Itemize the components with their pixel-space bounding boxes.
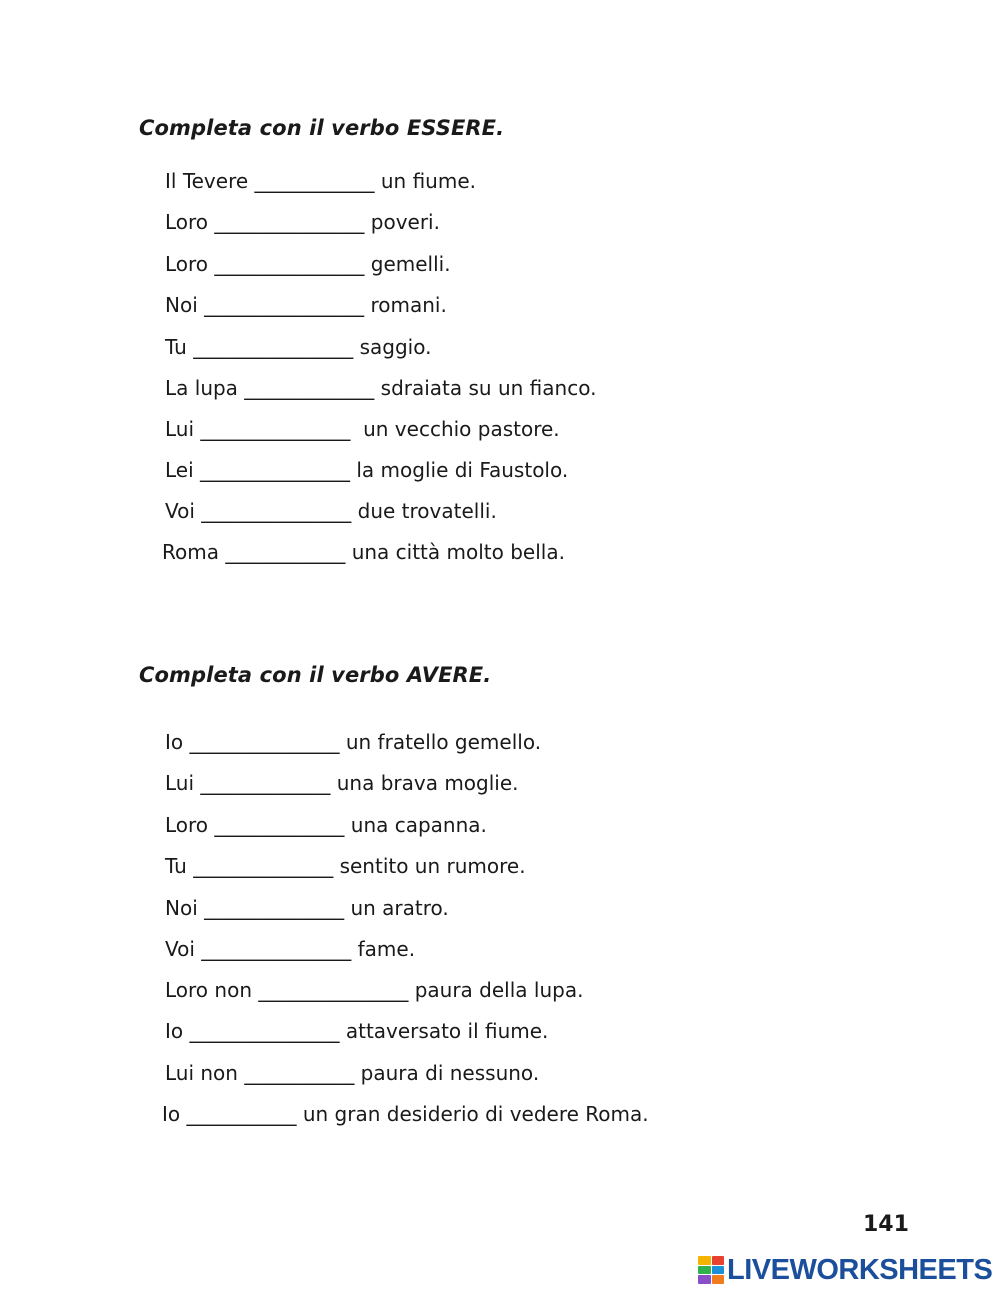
item-text: Lui _______________ un vecchio pastore. xyxy=(165,417,560,441)
item-text: Lui _____________ una brava moglie. xyxy=(165,771,519,795)
item-text: Io _______________ attaversato il fiume. xyxy=(165,1019,549,1043)
logo-tile xyxy=(712,1275,725,1284)
item-text: Noi ______________ un aratro. xyxy=(165,896,449,920)
item-text: Il Tevere ____________ un fiume. xyxy=(165,169,477,193)
section-2-title: Completa con il verbo AVERE. xyxy=(139,663,492,687)
item-text: Voi _______________ fame. xyxy=(165,937,416,961)
logo-tile xyxy=(698,1275,711,1284)
item-text: Voi _______________ due trovatelli. xyxy=(165,499,497,523)
logo-tile xyxy=(712,1256,725,1265)
liveworksheets-logo-icon xyxy=(698,1256,724,1284)
item-text: Tu ________________ saggio. xyxy=(165,335,432,359)
item-text: Loro non _______________ paura della lupa. xyxy=(165,978,584,1002)
item-text: Loro _______________ gemelli. xyxy=(165,252,451,276)
item-text: Tu ______________ sentito un rumore. xyxy=(165,854,526,878)
item-text: Io ___________ un gran desiderio di vedere Roma. xyxy=(162,1102,649,1126)
item-text: Noi ________________ romani. xyxy=(165,293,447,317)
logo-tile xyxy=(698,1266,711,1275)
item-text: Io _______________ un fratello gemello. xyxy=(165,730,542,754)
page-number: 141 xyxy=(863,1212,909,1237)
logo-tile xyxy=(712,1266,725,1275)
item-text: Loro _______________ poveri. xyxy=(165,210,440,234)
liveworksheets-logo xyxy=(698,1254,992,1286)
logo-tile xyxy=(698,1256,711,1265)
item-text: Lei _______________ la moglie di Faustolo. xyxy=(165,458,569,482)
item-text: Loro _____________ una capanna. xyxy=(165,813,487,837)
item-text: Roma ____________ una città molto bella. xyxy=(162,540,565,564)
liveworksheets-logo-text: LIVEWORKSHEETS xyxy=(727,1253,993,1286)
item-text: Lui non ___________ paura di nessuno. xyxy=(165,1061,540,1085)
item-text: La lupa _____________ sdraiata su un fianco. xyxy=(165,376,597,400)
section-1-title: Completa con il verbo ESSERE. xyxy=(139,116,505,140)
